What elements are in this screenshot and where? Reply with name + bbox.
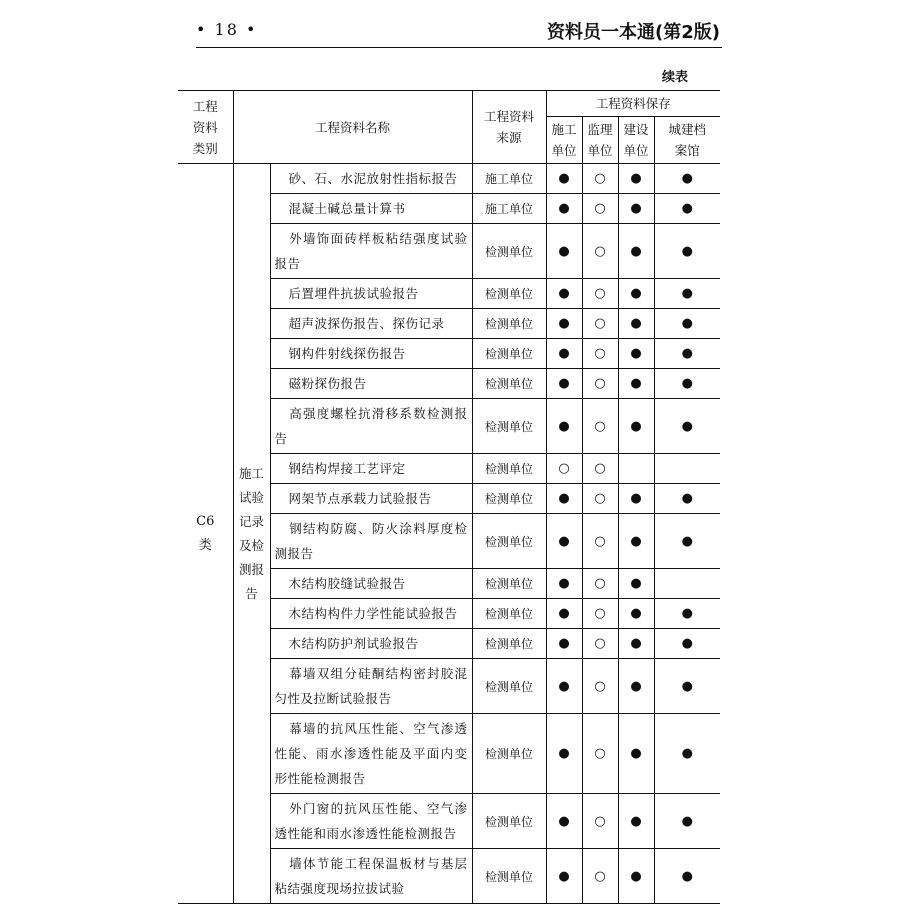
filled-circle-mark: ● [546, 599, 582, 629]
filled-circle-mark: ● [618, 569, 654, 599]
filled-circle-mark: ● [654, 399, 720, 454]
record-source: 检测单位 [472, 454, 546, 484]
filled-circle-mark: ● [618, 194, 654, 224]
record-name: 幕墙双组分硅酮结构密封胶混匀性及拉断试验报告 [270, 659, 472, 714]
filled-circle-mark: ● [618, 339, 654, 369]
header-name: 工程资料名称 [233, 91, 472, 164]
filled-circle-mark: ● [654, 279, 720, 309]
filled-circle-mark: ● [546, 629, 582, 659]
record-name: 木结构胶缝试验报告 [270, 569, 472, 599]
page-number: • 18 • [196, 20, 258, 39]
continued-label: 续表 [661, 70, 688, 85]
hollow-circle-mark: ○ [546, 454, 582, 484]
record-source: 检测单位 [472, 659, 546, 714]
filled-circle-mark: ● [654, 794, 720, 849]
record-source: 检测单位 [472, 514, 546, 569]
header-storage-unit: 城建档案馆 [654, 117, 720, 164]
header-storage-unit: 建设单位 [618, 117, 654, 164]
record-source: 检测单位 [472, 569, 546, 599]
record-source: 检测单位 [472, 279, 546, 309]
record-source: 检测单位 [472, 599, 546, 629]
record-source: 检测单位 [472, 484, 546, 514]
filled-circle-mark: ● [654, 164, 720, 194]
record-source: 检测单位 [472, 399, 546, 454]
filled-circle-mark: ● [546, 279, 582, 309]
filled-circle-mark: ● [654, 659, 720, 714]
record-name: 木结构构件力学性能试验报告 [270, 599, 472, 629]
record-source: 检测单位 [472, 849, 546, 904]
filled-circle-mark: ● [618, 714, 654, 794]
hollow-circle-mark: ○ [582, 164, 618, 194]
filled-circle-mark: ● [654, 514, 720, 569]
empty-mark [654, 454, 720, 484]
filled-circle-mark: ● [654, 224, 720, 279]
table-row [178, 164, 720, 194]
filled-circle-mark: ● [546, 339, 582, 369]
header-rule [196, 47, 722, 48]
filled-circle-mark: ● [618, 309, 654, 339]
record-name: 钢结构防腐、防火涂料厚度检测报告 [270, 514, 472, 569]
empty-mark [654, 569, 720, 599]
hollow-circle-mark: ○ [582, 599, 618, 629]
filled-circle-mark: ● [618, 629, 654, 659]
category-cell: C6类 [178, 164, 233, 904]
record-source: 检测单位 [472, 309, 546, 339]
hollow-circle-mark: ○ [582, 659, 618, 714]
header-storage-group: 工程资料保存 [546, 91, 720, 117]
filled-circle-mark: ● [546, 714, 582, 794]
filled-circle-mark: ● [618, 224, 654, 279]
filled-circle-mark: ● [546, 794, 582, 849]
record-name: 钢构件射线探伤报告 [270, 339, 472, 369]
hollow-circle-mark: ○ [582, 369, 618, 399]
record-name: 砂、石、水泥放射性指标报告 [270, 164, 472, 194]
filled-circle-mark: ● [654, 629, 720, 659]
filled-circle-mark: ● [618, 599, 654, 629]
hollow-circle-mark: ○ [582, 794, 618, 849]
hollow-circle-mark: ○ [582, 849, 618, 904]
subcategory-cell: 施工试验记录及检测报告 [233, 164, 270, 904]
filled-circle-mark: ● [546, 309, 582, 339]
record-name: 磁粉探伤报告 [270, 369, 472, 399]
filled-circle-mark: ● [546, 659, 582, 714]
hollow-circle-mark: ○ [582, 454, 618, 484]
filled-circle-mark: ● [618, 514, 654, 569]
filled-circle-mark: ● [618, 794, 654, 849]
filled-circle-mark: ● [654, 309, 720, 339]
header-storage-unit: 施工单位 [546, 117, 582, 164]
header-storage-unit: 监理单位 [582, 117, 618, 164]
book-title: 资料员一本通(第2版) [547, 22, 720, 43]
filled-circle-mark: ● [654, 714, 720, 794]
hollow-circle-mark: ○ [582, 399, 618, 454]
empty-mark [618, 454, 654, 484]
record-name: 外墙饰面砖样板粘结强度试验报告 [270, 224, 472, 279]
filled-circle-mark: ● [618, 659, 654, 714]
filled-circle-mark: ● [654, 369, 720, 399]
filled-circle-mark: ● [546, 569, 582, 599]
filled-circle-mark: ● [546, 369, 582, 399]
record-name: 超声波探伤报告、探伤记录 [270, 309, 472, 339]
filled-circle-mark: ● [618, 484, 654, 514]
filled-circle-mark: ● [618, 369, 654, 399]
filled-circle-mark: ● [546, 849, 582, 904]
filled-circle-mark: ● [618, 849, 654, 904]
filled-circle-mark: ● [654, 194, 720, 224]
filled-circle-mark: ● [546, 224, 582, 279]
hollow-circle-mark: ○ [582, 629, 618, 659]
hollow-circle-mark: ○ [582, 339, 618, 369]
record-name: 外门窗的抗风压性能、空气渗透性能和雨水渗透性能检测报告 [270, 794, 472, 849]
record-name: 钢结构焊接工艺评定 [270, 454, 472, 484]
hollow-circle-mark: ○ [582, 569, 618, 599]
record-name: 墙体节能工程保温板材与基层粘结强度现场拉拔试验 [270, 849, 472, 904]
record-source: 施工单位 [472, 164, 546, 194]
filled-circle-mark: ● [618, 399, 654, 454]
record-name: 木结构防护剂试验报告 [270, 629, 472, 659]
hollow-circle-mark: ○ [582, 309, 618, 339]
hollow-circle-mark: ○ [582, 514, 618, 569]
filled-circle-mark: ● [654, 599, 720, 629]
filled-circle-mark: ● [546, 164, 582, 194]
record-source: 检测单位 [472, 369, 546, 399]
record-name: 网架节点承载力试验报告 [270, 484, 472, 514]
filled-circle-mark: ● [654, 339, 720, 369]
record-source: 检测单位 [472, 224, 546, 279]
record-source: 检测单位 [472, 794, 546, 849]
filled-circle-mark: ● [546, 194, 582, 224]
data-table [178, 90, 720, 904]
record-source: 检测单位 [472, 339, 546, 369]
filled-circle-mark: ● [618, 164, 654, 194]
record-source: 施工单位 [472, 194, 546, 224]
record-name: 后置埋件抗拔试验报告 [270, 279, 472, 309]
hollow-circle-mark: ○ [582, 224, 618, 279]
filled-circle-mark: ● [618, 279, 654, 309]
record-name: 幕墙的抗风压性能、空气渗透性能、雨水渗透性能及平面内变形性能检测报告 [270, 714, 472, 794]
header-source: 工程资料来源 [472, 91, 546, 164]
filled-circle-mark: ● [654, 484, 720, 514]
record-source: 检测单位 [472, 629, 546, 659]
hollow-circle-mark: ○ [582, 484, 618, 514]
record-name: 混凝土碱总量计算书 [270, 194, 472, 224]
record-name: 高强度螺栓抗滑移系数检测报告 [270, 399, 472, 454]
hollow-circle-mark: ○ [582, 714, 618, 794]
filled-circle-mark: ● [546, 514, 582, 569]
hollow-circle-mark: ○ [582, 279, 618, 309]
hollow-circle-mark: ○ [582, 194, 618, 224]
header-category: 工程资料类别 [178, 91, 233, 164]
filled-circle-mark: ● [546, 399, 582, 454]
filled-circle-mark: ● [546, 484, 582, 514]
filled-circle-mark: ● [654, 849, 720, 904]
record-source: 检测单位 [472, 714, 546, 794]
